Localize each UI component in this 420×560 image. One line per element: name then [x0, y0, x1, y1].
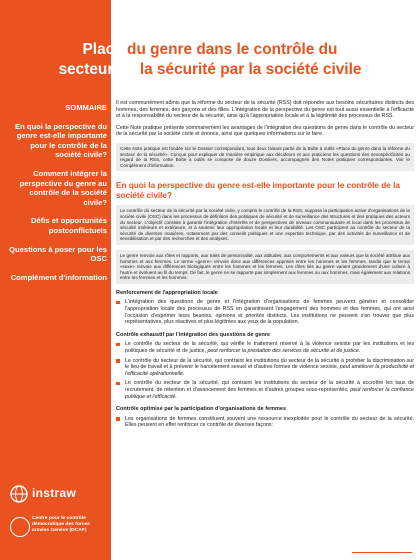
bullet-icon — [116, 301, 120, 305]
section-heading: En quoi la perspective du genre est-elle importante pour le contrôle de la société civile? — [116, 181, 400, 200]
definition-box: Le contrôle du secteur de la sécurité par la société civile, y compris le contrôle de la RSS, suppose la participation active d'organisations de la société civile (OSC) dans les processus de définition des politiques de sécurité et de surveillance des structures et des pratiques des acteurs du secteur. L'objectif consiste à garantir l'intégration d'intérêts et de perspectives de niveaux communautaire et local dans les processus de sécurité intérieure et extérieure, et à soutenir leur appropriation locale et leur durabilité. Les OSC participent au contrôle du secteur de la sécurité de diverses manières, notamment par des conseils politiques et une expertise technique, par des activités de surveillance et de sensibilisation et par des recherches et des analyses. — [116, 205, 414, 245]
nav-item-postconflict[interactable]: Défis et opportunités postconflictuels — [31, 216, 107, 235]
list-item — [116, 341, 414, 354]
title-part: la sécurité par la société civile — [135, 61, 362, 78]
list-item — [116, 380, 414, 400]
list-item-text: L'intégration des questions de genre et l'intégration d'organisations de femmes peuvent générer et consolider l'appropriation locale des processus de RSS en garantissant l'engagement des hommes et des femmes, qui ont ainsi l'occasion d'exprimer leurs besoins, opinions et priorités distincts. Les institutions ne peuvent s'en trouver que plus représentatives, plus réactives et plus légitimes aux yeux de la population. — [125, 299, 414, 326]
bullet-list — [116, 416, 414, 429]
title-part: secteur de — [58, 61, 136, 78]
list-item — [116, 416, 414, 429]
page-title — [0, 40, 420, 80]
list-item-emphasis: peut renforcer la prestation des services de sécurité et de justice. — [207, 348, 361, 355]
nav-item-complement[interactable]: Complément d'information — [10, 272, 107, 282]
bullet-icon — [116, 343, 120, 347]
dcaf-emblem-icon — [10, 517, 30, 537]
bullet-icon — [116, 359, 120, 363]
list-item-text: Le contrôle du secteur de la sécurité, qui vérifie le traitement réservé à la violence sexiste par les institutions et les politiques de sécurité et de justice, — [125, 341, 414, 355]
dcaf-label: Centre pour le contrôle démocratique des forces armées Genève (DCAF) — [32, 516, 90, 533]
main-content — [116, 100, 414, 432]
nav-item-questions[interactable]: Questions à poser pour les OSC — [9, 244, 107, 264]
note-box: Cette Note pratique est fondée sur le Dossier correspondant, tous deux faisant partie de la Boîte à outils «Place du genre dans la réforme du secteur de la sécurité». Conçue pour expliquer de manière empirique aux décideurs et aux praticiens les questions des sexospécificités au regard de la RSS, cette Boîte à outils se compose de douze Dossiers, accompagnés des Notes pratiques correspondantes. Voir le Complément d'information. — [116, 143, 414, 171]
definition-box: Le genre renvoie aux rôles et rapports, aux traits de personnalité, aux attitudes, aux comportements et aux valeurs que la société attribue aux hommes et aux femmes. Le terme «genre» renvoie donc aux différences apprises entre les hommes et les femmes, tandis que le terme «sexe» renvoie aux différences biologiques entre les hommes et les femmes. Les rôles liés au genre varient grandement d'une culture à l'autre et évoluent au fil du temps. De fait, le genre ne se rapporte pas simplement aux femmes ou aux hommes, mais également aux relations entre les femmes et les hommes. — [116, 250, 414, 284]
logo-text: instraw — [32, 486, 77, 500]
bullet-list — [116, 299, 414, 325]
sidebar-nav — [4, 103, 107, 291]
subheading: Renforcement de l'appropriation locale — [116, 289, 218, 296]
title-part: Place — [82, 41, 123, 58]
bullet-icon — [116, 382, 120, 386]
nav-heading-sommaire: SOMMAIRE — [65, 103, 107, 112]
list-item-text: Le contrôle du secteur de la sécurité, qui contraint les institutions du secteur de la sécurité à accroître les taux de recrutement, de rétention et d'avancement des femmes et d'autres groupes sous-représentés, — [125, 380, 414, 393]
instraw-logo — [8, 484, 103, 506]
list-item — [116, 299, 414, 325]
subheading: Contrôle optimisé par la participation d'organisations de femmes — [116, 406, 287, 413]
nav-item-importance[interactable]: En quoi la perspective du genre est-elle importante pour le contrôle de la société civile? — [15, 121, 107, 160]
footer-rule — [352, 552, 412, 553]
bullet-list — [116, 341, 414, 400]
intro-paragraph: Il est communément admis que la réforme du secteur de la sécurité (RSS) doit répondre aux besoins sécuritaires distincts des hommes, des femmes, des garçons et des filles. L'intégration de la perspective du genre est tout aussi essentielle à l'efficacité et à la responsabilité du secteur de la sécurité, ainsi qu'à l'appropriation locale et à la légitimité des processus de RSS. — [116, 100, 414, 120]
title-part: du genre dans le contrôle du — [122, 41, 338, 58]
subheading: Contrôle exhaustif par l'intégration des questions de genre — [116, 331, 271, 338]
list-item-text: Le contrôle du secteur de la sécurité, qui contraint les institutions du secteur de la sécurité à prohiber la discrimination sur le lieu de travail et à prévenir le harcèlement sexuel et d'autres formes de violence sexiste, — [125, 357, 414, 371]
list-item-emphasis: peut renforcer la confiance publique et l'efficacité. — [125, 387, 415, 400]
list-item-text: Les organisations de femmes constituent souvent une ressource inexploitée pour le contrôle du secteur de la sécurité. Elles peuvent en effet renforcer ce contrôle de diverses façons: — [125, 415, 414, 429]
globe-icon — [8, 484, 30, 504]
intro-paragraph: Cette Note pratique présente sommairement les avantages de l'intégration des questions de genre dans le contrôle du secteur de la sécurité par la société civile et énonce, ainsi que quelques informations sur le faire. — [116, 124, 414, 138]
list-item-emphasis: peut améliorer la productivité et l'efficacité opérationnelle. — [125, 364, 414, 377]
bullet-icon — [116, 417, 120, 421]
nav-item-integration[interactable]: Comment intégrer la perspective du genre au contrôle de la société civile? — [19, 168, 107, 207]
list-item — [116, 358, 414, 378]
